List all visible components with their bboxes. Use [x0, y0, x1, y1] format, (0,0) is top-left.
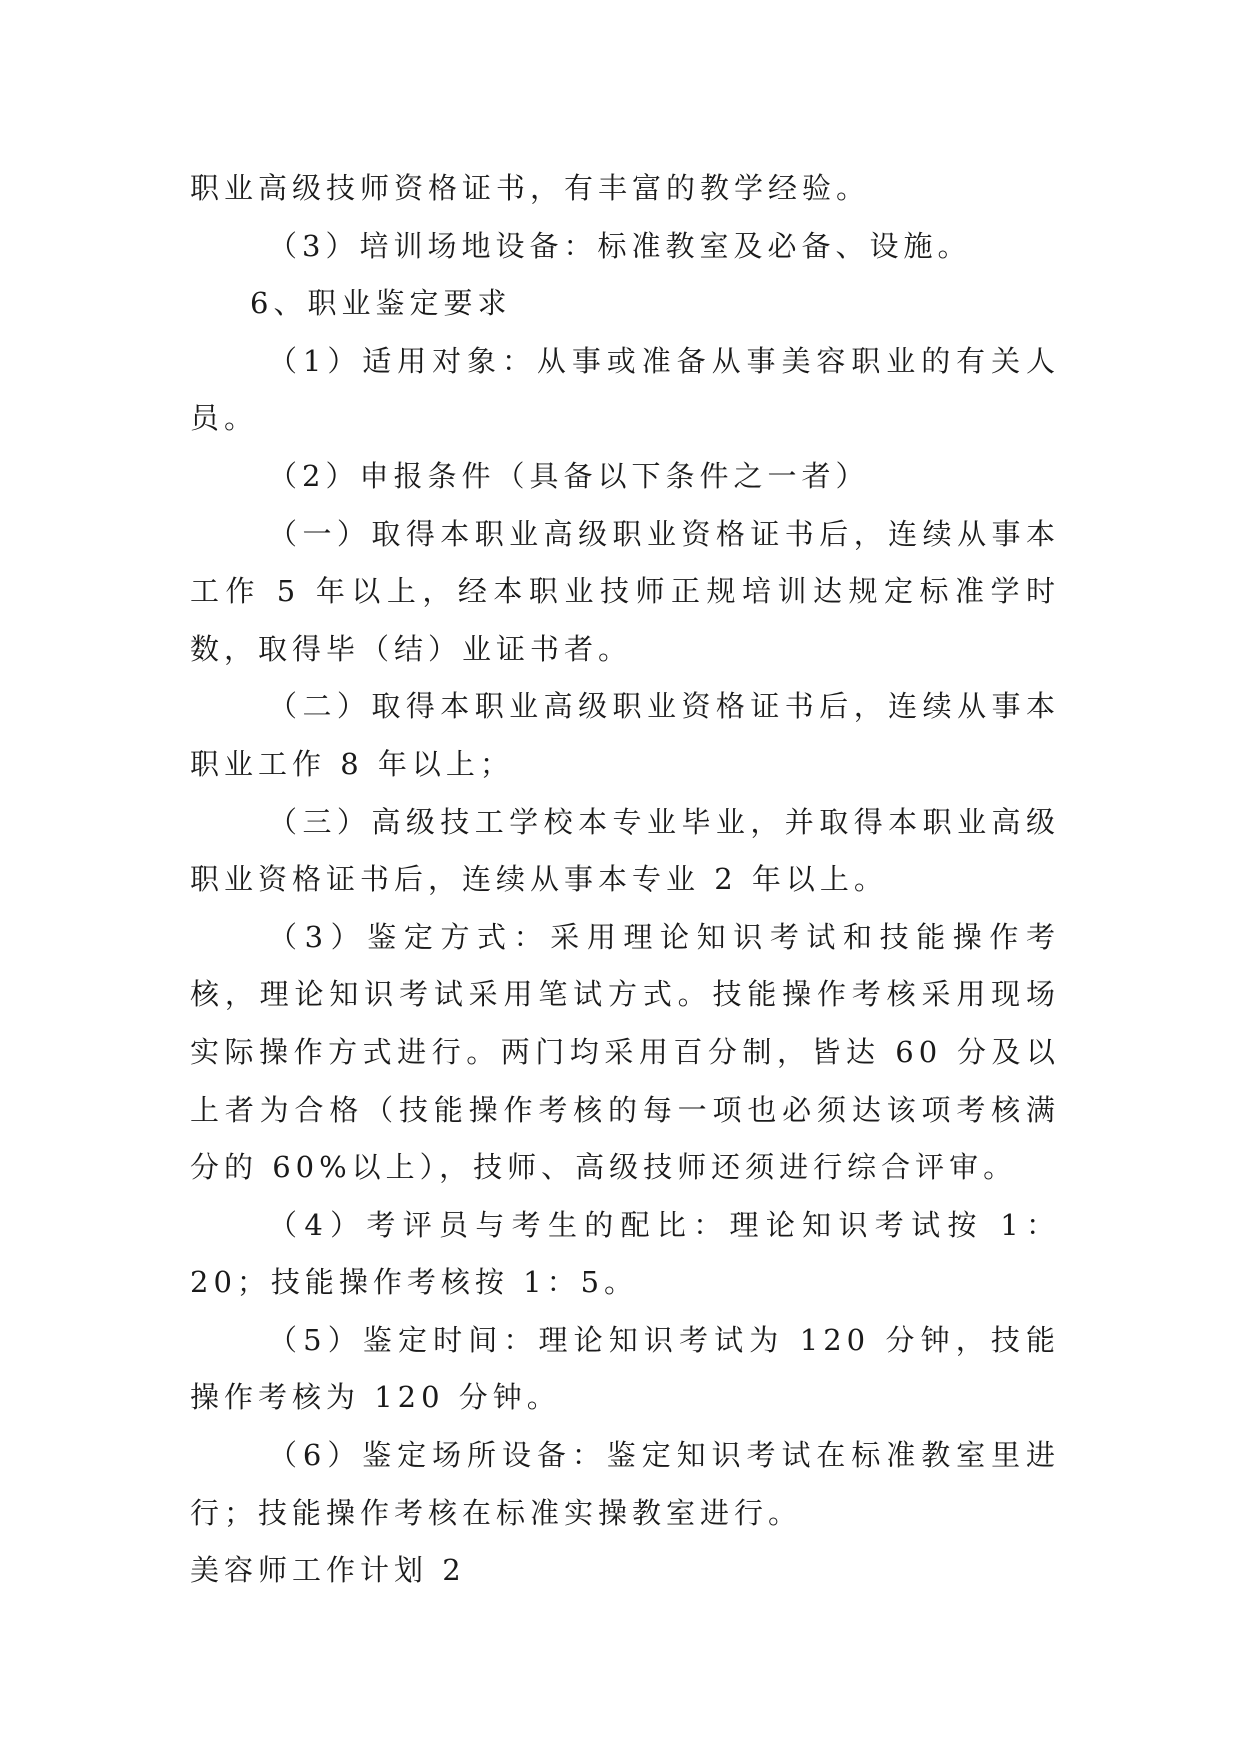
paragraph: （3）培训场地设备：标准教室及必备、设施。 [268, 228, 972, 263]
paragraph: （4）考评员与考生的配比：理论知识考试按 1：20；技能操作考核按 1：5。 [190, 1207, 1060, 1300]
paragraph: （二）取得本职业高级职业资格证书后，连续从事本职业工作 8 年以上； [190, 689, 1060, 781]
paragraph: （三）高级技工学校本专业毕业，并取得本职业高级职业资格证书后，连续从事本专业 2 年以上。 [190, 804, 1060, 897]
paragraph: （3）鉴定方式：采用理论知识考试和技能操作考核，理论知识考试采用笔试方式。技能操作考核采用现场实际操作方式进行。两门均采用百分制，皆达 60 分及以上者为合格（技能操作考核的每一项也必须达该项考核满分的 60%以上），技师、高级技师还须进行综合评审。 [190, 919, 1060, 1185]
paragraph: （6）鉴定场所设备：鉴定知识考试在标准教室里进行；技能操作考核在标准实操教室进行。 [190, 1438, 1060, 1530]
paragraph: （1）适用对象：从事或准备从事美容职业的有关人员。 [190, 343, 1060, 436]
paragraph: （5）鉴定时间：理论知识考试为 120 分钟，技能操作考核为 120 分钟。 [190, 1322, 1060, 1415]
paragraph: 职业高级技师资格证书，有丰富的教学经验。 [190, 171, 871, 205]
paragraph: （一）取得本职业高级职业资格证书后，连续从事本工作 5 年以上，经本职业技师正规培训达规定标准学时数，取得毕（结）业证书者。 [190, 516, 1060, 666]
document-body [190, 160, 1060, 1600]
paragraph: （2）申报条件（具备以下条件之一者） [268, 458, 870, 493]
section-heading: 6、职业鉴定要求 [250, 286, 512, 321]
document-title: 美容师工作计划 2 [190, 1553, 466, 1588]
